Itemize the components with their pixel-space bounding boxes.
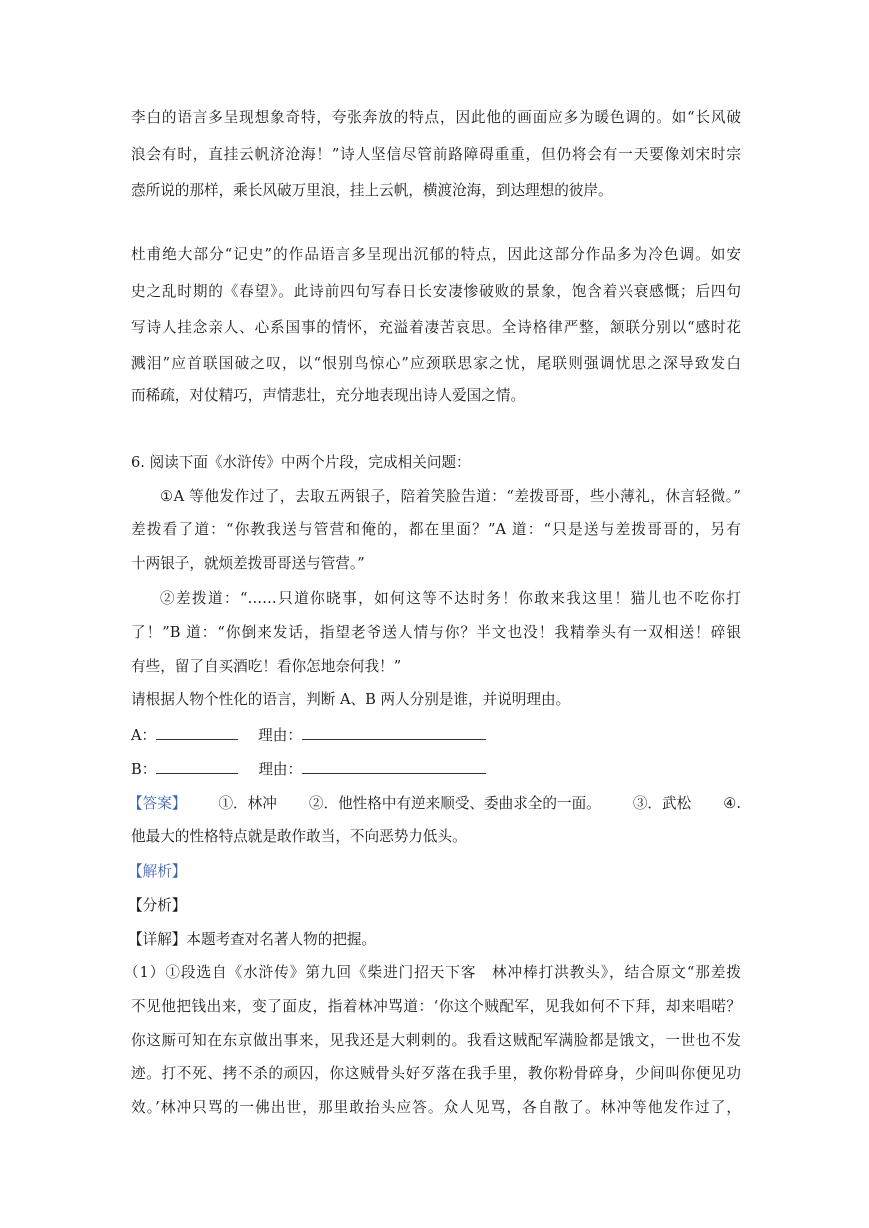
answer-tag: 【答案】: [128, 795, 187, 812]
answer-item-2: ②．他性格中有逆来顺受、委曲求全的一面。: [308, 795, 601, 812]
answer-item-3: ③．武松: [632, 795, 692, 812]
analysis-line-2: 不见他把钱出来，变了面皮，指着林冲骂道：‘你这个贼配军，见我如何不下拜，却来唱喏？: [131, 998, 741, 1015]
blank-a-name: [156, 726, 238, 740]
analysis-line-1: （1）①段选自《水浒传》第九回《柴进门招天下客 林冲棒打洪教头》，结合原文“那差拨: [124, 964, 741, 981]
analysis-line-5: 效。’林冲只骂的一佛出世，那里敢抬头应答。众人见骂，各自散了。林冲等他发作过了，: [131, 1099, 741, 1116]
dufu-line-5: 而稀疏，对仗精巧，声情悲壮，充分地表现出诗人爱国之情。: [131, 387, 526, 404]
question-instruction: 请根据人物个性化的语言，判断 A、B 两人分别是谁，并说明理由。: [131, 691, 571, 708]
fenxi-tag: 【分析】: [128, 897, 187, 914]
dufu-line-2: 史之乱时期的《春望》。此诗前四句写春日长安凄惨破败的景象，饱含着兴衰感慨；后四句: [131, 283, 741, 300]
label-b: B：: [131, 761, 157, 778]
answer-line-2: 他最大的性格特点就是敢作敢当，不向恶势力低头。: [131, 828, 467, 845]
passage1-line-1: ①A 等他发作过了，去取五两银子，陪着笑脸告道：“差拨哥哥，些小薄礼，休言轻微。”: [160, 488, 741, 505]
analysis-line-4: 迹。打不死、拷不杀的顽囚，你这贼骨头好歹落在我手里，教你粉骨碎身，少间叫你便见功: [131, 1065, 741, 1082]
analysis-tag: 【解析】: [128, 863, 187, 880]
answer-line-b: [131, 759, 741, 781]
analysis-line-3: 你这厮可知在东京做出事来，见我还是大剌剌的。我看这贼配军满脸都是饿文，一世也不发: [131, 1032, 741, 1049]
answer-row: [128, 793, 741, 815]
libai-line-3: 悫所说的那样，乘长风破万里浪，挂上云帆，横渡沧海，到达理想的彼岸。: [131, 182, 613, 199]
detail-line: 【详解】本题考查对名著人物的把握。: [128, 931, 377, 948]
dufu-line-4: 溅泪”应首联国破之叹，以“恨别鸟惊心”应颈联思家之忧，尾联则强调忧思之深导致发白: [131, 355, 741, 372]
passage2-line-1: ②差拨道：“……只道你晓事，如何这等不达时务！你敢来我这里！猫儿也不吃你打: [160, 590, 741, 607]
answer-line-a: [131, 725, 741, 747]
answer-item-4: ④.: [723, 795, 741, 812]
answer-item-1: ①．林冲: [218, 795, 277, 812]
passage1-line-2: 差拨看了道：“你教我送与管营和俺的，都在里面？”A 道：“只是送与差拨哥哥的，另有: [131, 521, 741, 538]
blank-b-name: [156, 760, 238, 774]
label-a: A：: [131, 727, 157, 744]
passage2-line-3: 有些，留了自买酒吃！看你怎地奈何我！”: [131, 658, 402, 675]
reason-label-a: 理由：: [258, 727, 302, 744]
libai-line-2: 浪会有时，直挂云帆济沧海！”诗人坚信尽管前路障碍重重，但仍将会有一天要像刘宋时宗: [131, 146, 741, 163]
passage2-line-2: 了！”B 道：“你倒来发话，指望老爷送人情与你？半文也没！我精拳头有一双相送！碎银: [131, 624, 741, 641]
blank-a-reason: [302, 726, 486, 740]
reason-label-b: 理由：: [258, 761, 303, 778]
dufu-line-3: 写诗人挂念亲人、心系国事的情怀，充溢着凄苦哀思。全诗格律严整，颔联分别以“感时花: [131, 319, 741, 336]
passage1-line-3: 十两银子，就烦差拨哥哥送与管营。”: [131, 555, 365, 572]
question-heading: 6. 阅读下面《水浒传》中两个片段，完成相关问题：: [131, 454, 471, 471]
blank-b-reason: [302, 760, 486, 774]
libai-line-1: 李白的语言多呈现想象奇特，夸张奔放的特点，因此他的画面应多为暖色调的。如“长风破: [131, 109, 741, 126]
dufu-line-1: 杜甫绝大部分“记史”的作品语言多呈现出沉郁的特点，因此这部分作品多为冷色调。如安: [131, 246, 741, 263]
